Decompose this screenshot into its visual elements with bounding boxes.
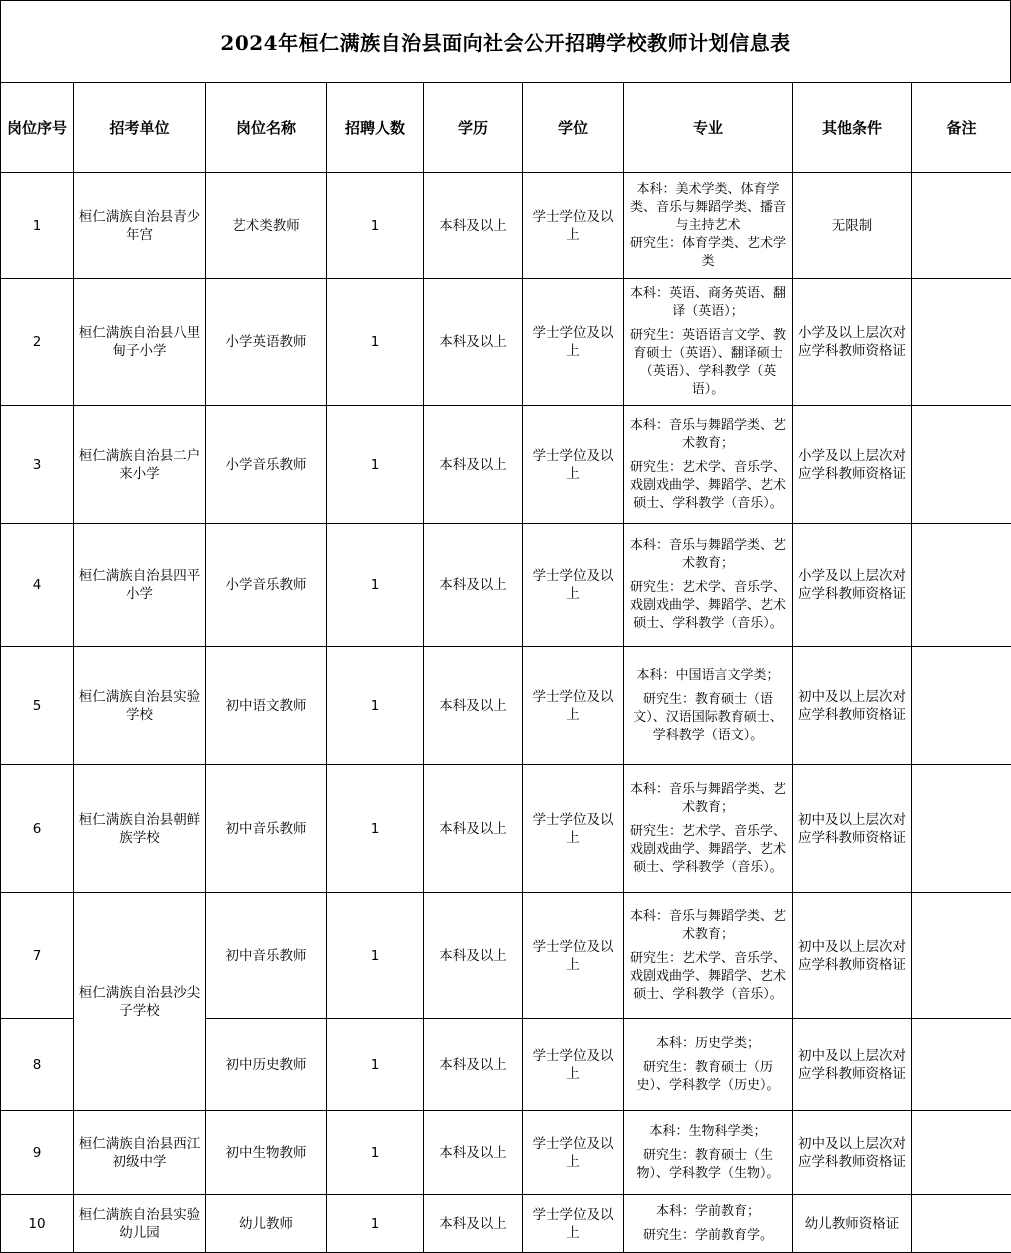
cell-conditions: 小学及以上层次对应学科教师资格证 bbox=[793, 524, 912, 647]
cell-no: 3 bbox=[1, 406, 74, 524]
cell-conditions: 初中及以上层次对应学科教师资格证 bbox=[793, 1111, 912, 1195]
major-graduate: 研究生：艺术学、音乐学、戏剧戏曲学、舞蹈学、艺术硕士、学科教学（音乐）。 bbox=[629, 823, 786, 875]
cell-count: 1 bbox=[327, 173, 424, 279]
cell-position: 初中生物教师 bbox=[206, 1111, 327, 1195]
table-row bbox=[1, 173, 1011, 279]
cell-remarks bbox=[912, 1019, 1011, 1111]
cell-count: 1 bbox=[327, 1195, 424, 1253]
cell-no: 4 bbox=[1, 524, 74, 647]
cell-no: 8 bbox=[1, 1019, 74, 1111]
cell-position: 艺术类教师 bbox=[206, 173, 327, 279]
major-graduate: 研究生：艺术学、音乐学、戏剧戏曲学、舞蹈学、艺术硕士、学科教学（音乐）。 bbox=[629, 580, 786, 631]
cell-education: 本科及以上 bbox=[424, 173, 523, 279]
cell-education: 本科及以上 bbox=[424, 1111, 523, 1195]
major-graduate: 研究生：教育硕士（生物）、学科教学（生物）。 bbox=[636, 1147, 780, 1181]
cell-no: 6 bbox=[1, 765, 74, 893]
cell-major bbox=[624, 406, 793, 524]
cell-remarks bbox=[912, 173, 1011, 279]
cell-conditions: 初中及以上层次对应学科教师资格证 bbox=[793, 1019, 912, 1111]
cell-remarks bbox=[912, 765, 1011, 893]
cell-count: 1 bbox=[327, 893, 424, 1019]
recruitment-table bbox=[0, 82, 1011, 1253]
major-undergraduate: 本科：音乐与舞蹈学类、艺术教育； bbox=[629, 417, 786, 451]
header-remarks: 备注 bbox=[912, 83, 1011, 173]
cell-unit: 桓仁满族自治县四平小学 bbox=[74, 524, 206, 647]
cell-count: 1 bbox=[327, 765, 424, 893]
cell-count: 1 bbox=[327, 1111, 424, 1195]
major-graduate: 研究生：教育硕士（语文）、汉语国际教育硕士、学科教学（语文）。 bbox=[633, 691, 783, 743]
cell-count: 1 bbox=[327, 406, 424, 524]
header-count: 招聘人数 bbox=[327, 83, 424, 173]
major-graduate: 研究生：体育学类、艺术学类 bbox=[629, 235, 786, 269]
cell-remarks bbox=[912, 406, 1011, 524]
cell-no: 2 bbox=[1, 279, 74, 406]
cell-education: 本科及以上 bbox=[424, 524, 523, 647]
cell-remarks bbox=[912, 524, 1011, 647]
cell-unit: 桓仁满族自治县青少年宫 bbox=[74, 173, 206, 279]
header-major: 专业 bbox=[624, 83, 793, 173]
cell-conditions: 幼儿教师资格证 bbox=[793, 1195, 912, 1253]
cell-education: 本科及以上 bbox=[424, 765, 523, 893]
header-degree: 学位 bbox=[523, 83, 624, 173]
cell-major bbox=[624, 1111, 793, 1195]
cell-major bbox=[624, 173, 793, 279]
major-graduate: 研究生：学前教育学。 bbox=[642, 1227, 773, 1243]
cell-position: 小学英语教师 bbox=[206, 279, 327, 406]
header-no: 岗位序号 bbox=[1, 83, 74, 173]
table-row bbox=[1, 765, 1011, 893]
cell-unit: 桓仁满族自治县朝鲜族学校 bbox=[74, 765, 206, 893]
cell-no: 10 bbox=[1, 1195, 74, 1253]
cell-no: 7 bbox=[1, 893, 74, 1019]
cell-count: 1 bbox=[327, 647, 424, 765]
table-row bbox=[1, 647, 1011, 765]
cell-degree: 学士学位及以上 bbox=[523, 279, 624, 406]
cell-degree: 学士学位及以上 bbox=[523, 1195, 624, 1253]
header-unit: 招考单位 bbox=[74, 83, 206, 173]
table-row bbox=[1, 893, 1011, 1019]
cell-education: 本科及以上 bbox=[424, 279, 523, 406]
cell-education: 本科及以上 bbox=[424, 893, 523, 1019]
cell-position: 初中历史教师 bbox=[206, 1019, 327, 1111]
cell-degree: 学士学位及以上 bbox=[523, 524, 624, 647]
cell-remarks bbox=[912, 893, 1011, 1019]
major-graduate: 研究生：艺术学、音乐学、戏剧戏曲学、舞蹈学、艺术硕士、学科教学（音乐）。 bbox=[629, 950, 786, 1002]
cell-conditions: 无限制 bbox=[793, 173, 912, 279]
cell-no: 1 bbox=[1, 173, 74, 279]
cell-remarks bbox=[912, 1195, 1011, 1253]
cell-conditions: 初中及以上层次对应学科教师资格证 bbox=[793, 765, 912, 893]
cell-education: 本科及以上 bbox=[424, 406, 523, 524]
cell-remarks bbox=[912, 1111, 1011, 1195]
cell-conditions: 初中及以上层次对应学科教师资格证 bbox=[793, 647, 912, 765]
cell-position: 小学音乐教师 bbox=[206, 524, 327, 647]
cell-conditions: 小学及以上层次对应学科教师资格证 bbox=[793, 279, 912, 406]
cell-degree: 学士学位及以上 bbox=[523, 406, 624, 524]
major-undergraduate: 本科：生物科学类； bbox=[649, 1123, 767, 1139]
major-undergraduate: 本科：音乐与舞蹈学类、艺术教育； bbox=[629, 908, 786, 942]
cell-position: 初中音乐教师 bbox=[206, 893, 327, 1019]
header-education: 学历 bbox=[424, 83, 523, 173]
major-undergraduate: 本科：音乐与舞蹈学类、艺术教育； bbox=[629, 781, 786, 815]
major-undergraduate: 本科：历史学类； bbox=[655, 1035, 760, 1051]
cell-unit: 桓仁满族自治县实验幼儿园 bbox=[74, 1195, 206, 1253]
cell-conditions: 初中及以上层次对应学科教师资格证 bbox=[793, 893, 912, 1019]
header-position: 岗位名称 bbox=[206, 83, 327, 173]
cell-major bbox=[624, 1019, 793, 1111]
cell-degree: 学士学位及以上 bbox=[523, 765, 624, 893]
table-row bbox=[1, 279, 1011, 406]
cell-no: 5 bbox=[1, 647, 74, 765]
major-graduate: 研究生：艺术学、音乐学、戏剧戏曲学、舞蹈学、艺术硕士、学科教学（音乐）。 bbox=[629, 459, 786, 511]
major-undergraduate: 本科：中国语言文学类； bbox=[636, 667, 780, 683]
cell-degree: 学士学位及以上 bbox=[523, 647, 624, 765]
cell-education: 本科及以上 bbox=[424, 1195, 523, 1253]
cell-education: 本科及以上 bbox=[424, 647, 523, 765]
cell-degree: 学士学位及以上 bbox=[523, 173, 624, 279]
cell-degree: 学士学位及以上 bbox=[523, 893, 624, 1019]
cell-major bbox=[624, 647, 793, 765]
cell-position: 幼儿教师 bbox=[206, 1195, 327, 1253]
cell-unit: 桓仁满族自治县实验学校 bbox=[74, 647, 206, 765]
cell-degree: 学士学位及以上 bbox=[523, 1019, 624, 1111]
cell-major bbox=[624, 765, 793, 893]
major-graduate: 研究生：教育硕士（历史）、学科教学（历史）。 bbox=[636, 1059, 780, 1093]
cell-remarks bbox=[912, 279, 1011, 406]
cell-unit: 桓仁满族自治县八里甸子小学 bbox=[74, 279, 206, 406]
cell-count: 1 bbox=[327, 1019, 424, 1111]
cell-unit: 桓仁满族自治县沙尖子学校 bbox=[74, 893, 206, 1111]
major-undergraduate: 本科：音乐与舞蹈学类、艺术教育； bbox=[629, 538, 786, 571]
table-row bbox=[1, 1195, 1011, 1253]
cell-remarks bbox=[912, 647, 1011, 765]
table-row bbox=[1, 406, 1011, 524]
cell-no: 9 bbox=[1, 1111, 74, 1195]
cell-major bbox=[624, 524, 793, 647]
page-title: 2024年桓仁满族自治县面向社会公开招聘学校教师计划信息表 bbox=[0, 0, 1011, 82]
major-undergraduate: 本科：美术学类、体育学类、音乐与舞蹈学类、播音与主持艺术 bbox=[629, 181, 786, 233]
header-conditions: 其他条件 bbox=[793, 83, 912, 173]
cell-unit: 桓仁满族自治县西江初级中学 bbox=[74, 1111, 206, 1195]
cell-count: 1 bbox=[327, 279, 424, 406]
cell-position: 小学音乐教师 bbox=[206, 406, 327, 524]
major-graduate: 研究生：英语语言文学、教育硕士（英语）、翻译硕士（英语）、学科教学（英语）。 bbox=[629, 328, 786, 397]
cell-position: 初中音乐教师 bbox=[206, 765, 327, 893]
cell-degree: 学士学位及以上 bbox=[523, 1111, 624, 1195]
cell-major bbox=[624, 1195, 793, 1253]
cell-major bbox=[624, 279, 793, 406]
cell-position: 初中语文教师 bbox=[206, 647, 327, 765]
cell-education: 本科及以上 bbox=[424, 1019, 523, 1111]
cell-conditions: 小学及以上层次对应学科教师资格证 bbox=[793, 406, 912, 524]
major-undergraduate: 本科：学前教育； bbox=[655, 1203, 760, 1219]
header-row bbox=[1, 83, 1011, 173]
cell-unit: 桓仁满族自治县二户来小学 bbox=[74, 406, 206, 524]
cell-count: 1 bbox=[327, 524, 424, 647]
cell-major bbox=[624, 893, 793, 1019]
major-undergraduate: 本科：英语、商务英语、翻译（英语）； bbox=[629, 286, 786, 319]
table-row bbox=[1, 524, 1011, 647]
table-row bbox=[1, 1111, 1011, 1195]
